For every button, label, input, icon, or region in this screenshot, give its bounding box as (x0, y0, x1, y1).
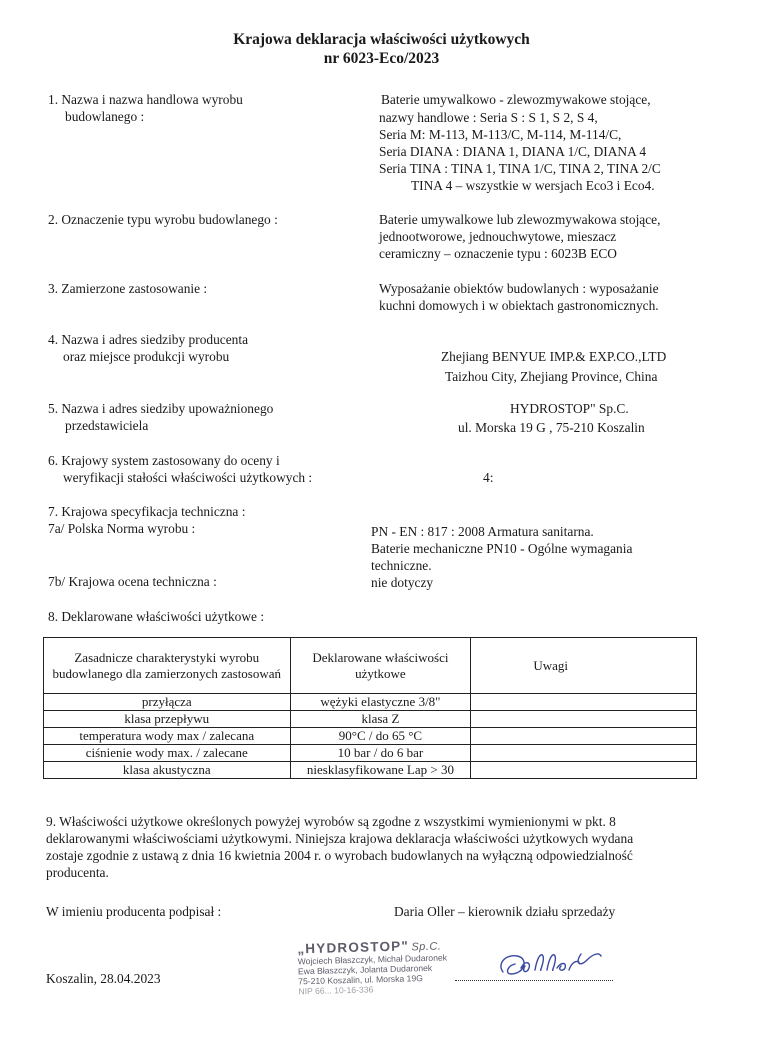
s1-value-6: TINA 4 – wszystkie w wersjach Eco3 i Eco4. (411, 178, 655, 193)
table-row (44, 728, 697, 745)
table-row (44, 762, 697, 779)
signatory-name: Daria Oller – kierownik działu sprzedaży (394, 904, 616, 919)
stamp-line-1b: Sp.C. (411, 940, 442, 954)
table-header-remarks: Uwagi (471, 638, 697, 694)
table-cell: temperatura wody max / zalecana (44, 728, 291, 745)
s4-label-2: oraz miejsce produkcji wyrobu (63, 349, 230, 364)
s1-value-1: Baterie umywalkowo - zlewozmywakowe stojące, (381, 92, 651, 107)
stamp-line-2: Wojciech Błaszczyk, Michał Dudaronek (297, 952, 448, 967)
s1-label-2: budowlanego : (65, 109, 145, 124)
table-cell: klasa akustyczna (44, 762, 291, 779)
s4-label-1: 4. Nazwa i adres siedziby producenta (48, 332, 249, 347)
stamp-line-5: NIP 66... 10-16-336 (298, 984, 374, 997)
table-cell (471, 745, 697, 762)
table-cell (471, 728, 697, 745)
table-header-characteristics: Zasadnicze charakterystyki wyrobu budowlanego dla zamierzonych zastosowań (44, 638, 291, 694)
table-cell: wężyki elastyczne 3/8" (290, 694, 471, 711)
table-row (44, 745, 697, 762)
s2-value-3: ceramiczny – oznaczenie typu : 6023B ECO (379, 246, 617, 261)
s2-value-1: Baterie umywalkowe lub zlewozmywakowa stojące, (379, 212, 661, 227)
title-line-2: nr 6023-Eco/2023 (323, 50, 440, 67)
stamp-line-1: „HYDROSTOP" (297, 938, 410, 957)
table-cell: ciśnienie wody max. / zalecane (44, 745, 291, 762)
s7a-value-1: PN - EN : 817 : 2008 Armatura sanitarna. (371, 524, 594, 539)
s9-line-4: producenta. (46, 865, 109, 880)
table-cell (471, 762, 697, 779)
s6-label-2: weryfikacji stałości właściwości użytkowych : (63, 470, 313, 485)
s5-value-2: ul. Morska 19 G , 75-210 Koszalin (458, 420, 645, 435)
table-header-declared: Deklarowane właściwości użytkowe (290, 638, 471, 694)
s7a-value-3: techniczne. (371, 558, 432, 573)
title-line-1: Krajowa deklaracja właściwości użytkowych (233, 31, 530, 48)
signature-label: W imieniu producenta podpisał : (46, 904, 222, 919)
s5-label-2: przedstawiciela (65, 418, 149, 433)
table-cell: klasa Z (290, 711, 471, 728)
s4-value-1: Zhejiang BENYUE IMP.& EXP.CO.,LTD (441, 349, 667, 364)
table-cell: przyłącza (44, 694, 291, 711)
s7a-value-2: Baterie mechaniczne PN10 - Ogólne wymagania (371, 541, 633, 556)
s3-value-1: Wyposażanie obiektów budowlanych : wyposażanie (379, 281, 659, 296)
place-date: Koszalin, 28.04.2023 (46, 971, 161, 986)
s3-label: 3. Zamierzone zastosowanie : (48, 281, 208, 296)
table-cell: 90°C / do 65 °C (290, 728, 471, 745)
s3-value-2: kuchni domowych i w obiektach gastronomicznych. (379, 298, 659, 313)
handwritten-signature (495, 944, 605, 984)
properties-table (43, 637, 697, 779)
s9-line-1: 9. Właściwości użytkowe określonych powyżej wyrobów są zgodne z wszystkimi wymienionymi w pkt. 8 (46, 814, 616, 829)
stamp-line-3: Ewa Błaszczyk, Jolanta Dudaronek (297, 962, 433, 977)
s7b-value: nie dotyczy (371, 575, 434, 590)
table-cell: niesklasyfikowane Lap > 30 (290, 762, 471, 779)
s7-label: 7. Krajowa specyfikacja techniczna : (48, 504, 246, 519)
table-row (44, 694, 697, 711)
s2-value-2: jednootworowe, jednouchwytowe, mieszacz (379, 229, 617, 244)
s1-label-1: 1. Nazwa i nazwa handlowa wyrobu (48, 92, 243, 107)
table-cell (471, 711, 697, 728)
table-cell: 10 bar / do 6 bar (290, 745, 471, 762)
s8-label: 8. Deklarowane właściwości użytkowe : (48, 609, 265, 624)
s2-label: 2. Oznaczenie typu wyrobu budowlanego : (48, 212, 278, 227)
stamp-line-4: 75-210 Koszalin, ul. Morska 19G (298, 973, 423, 987)
s5-value-1: HYDROSTOP" Sp.C. (510, 401, 629, 416)
s6-label-1: 6. Krajowy system zastosowany do oceny i (48, 453, 280, 468)
company-stamp (297, 938, 479, 1007)
s7b-label: 7b/ Krajowa ocena techniczna : (48, 574, 217, 589)
s1-value-5: Seria TINA : TINA 1, TINA 1/C, TINA 2, TINA 2/C (379, 161, 661, 176)
s1-value-3: Seria M: M-113, M-113/C, M-114, M-114/C, (379, 127, 622, 142)
s1-value-4: Seria DIANA : DIANA 1, DIANA 1/C, DIANA 4 (379, 144, 647, 159)
s7a-label: 7a/ Polska Norma wyrobu : (48, 521, 196, 536)
table-cell (471, 694, 697, 711)
s4-value-2: Taizhou City, Zhejiang Province, China (445, 369, 658, 384)
s9-line-2: deklarowanymi właściwościami użytkowymi. Niniejsza krajowa deklaracja właściwości użytkowych wydana (46, 831, 634, 846)
s1-value-2: nazwy handlowe : Seria S : S 1, S 2, S 4, (379, 110, 598, 125)
s9-line-3: zostaje zgodnie z ustawą z dnia 16 kwietnia 2004 r. o wyrobach budowlanych na wyłączną odpowiedzialność (46, 848, 633, 863)
s6-value: 4: (483, 470, 494, 485)
table-row (44, 711, 697, 728)
table-cell: klasa przepływu (44, 711, 291, 728)
table-header-row (44, 638, 697, 694)
s5-label-1: 5. Nazwa i adres siedziby upoważnionego (48, 401, 274, 416)
